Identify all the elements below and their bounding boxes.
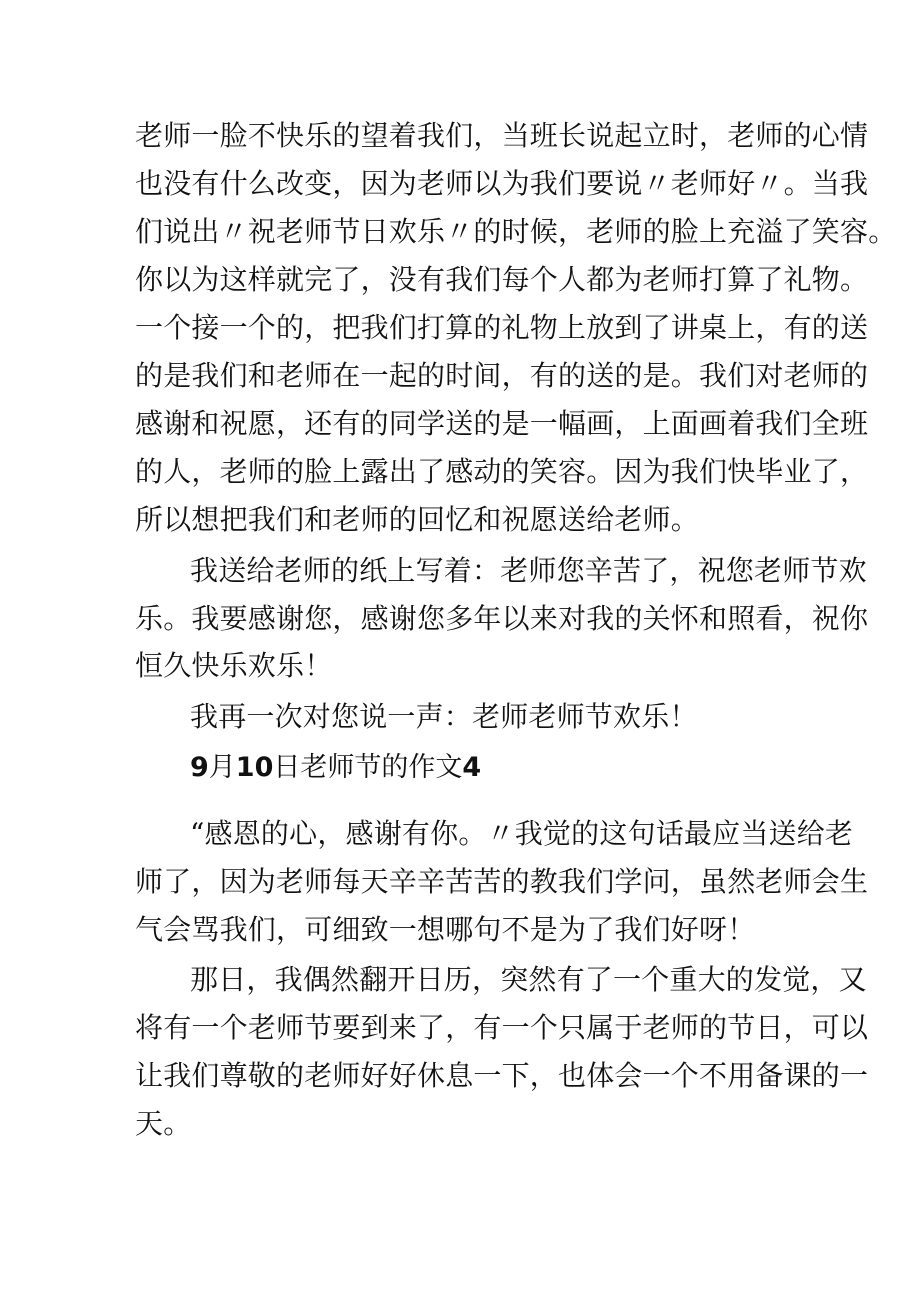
- text-line: 那日，我偶然翻开日历，突然有了一个重大的发觉，又: [190, 963, 867, 996]
- text-line: 的是我们和老师在一起的时间，有的送的是。我们对老师的: [135, 359, 869, 392]
- text-line: 一个接一个的，把我们打算的礼物上放到了讲桌上，有的送: [135, 311, 869, 344]
- section-heading: [190, 748, 481, 788]
- text-line: “感恩的心，感谢有你。〃我觉的这句话最应当送给老: [190, 817, 854, 850]
- heading-title: 日老师节的作文: [273, 752, 463, 783]
- text-line: 老师一脸不快乐的望着我们，当班长说起立时，老师的心情: [135, 119, 869, 152]
- heading-month-number: 9: [190, 752, 209, 783]
- heading-essay-number: 4: [462, 752, 482, 783]
- text-line: 们说出〃祝老师节日欢乐〃的时候，老师的脸上充溢了笑容。: [135, 215, 897, 248]
- text-line: 恒久快乐欢乐！: [135, 649, 333, 682]
- text-line: 所以想把我们和老师的回忆和祝愿送给老师。: [135, 503, 700, 536]
- text-line: 天。: [135, 1107, 192, 1140]
- text-line: 也没有什么改变，因为老师以为我们要说〃老师好〃。当我: [135, 167, 869, 200]
- text-line: 让我们尊敬的老师好好休息一下，也体会一个不用备课的一: [135, 1059, 869, 1092]
- text-line: 我再一次对您说一声：老师老师节欢乐！: [190, 700, 698, 733]
- text-line: 师了，因为老师每天辛辛苦苦的教我们学问，虽然老师会生: [135, 865, 869, 898]
- text-line: 气会骂我们，可细致一想哪句不是为了我们好呀！: [135, 913, 756, 946]
- text-line: 感谢和祝愿，还有的同学送的是一幅画，上面画着我们全班: [135, 407, 869, 440]
- text-line: 你以为这样就完了，没有我们每个人都为老师打算了礼物。: [135, 263, 869, 296]
- text-line: 乐。我要感谢您，感谢您多年以来对我的关怀和照看，祝你: [135, 602, 869, 635]
- text-line: 的人，老师的脸上露出了感动的笑容。因为我们快毕业了，: [135, 455, 869, 488]
- heading-month-label: 月: [208, 752, 236, 783]
- text-line: 将有一个老师节要到来了，有一个只属于老师的节日，可以: [135, 1011, 869, 1044]
- text-line: 我送给老师的纸上写着：老师您辛苦了，祝您老师节欢: [190, 554, 867, 587]
- heading-day-number: 10: [235, 752, 274, 783]
